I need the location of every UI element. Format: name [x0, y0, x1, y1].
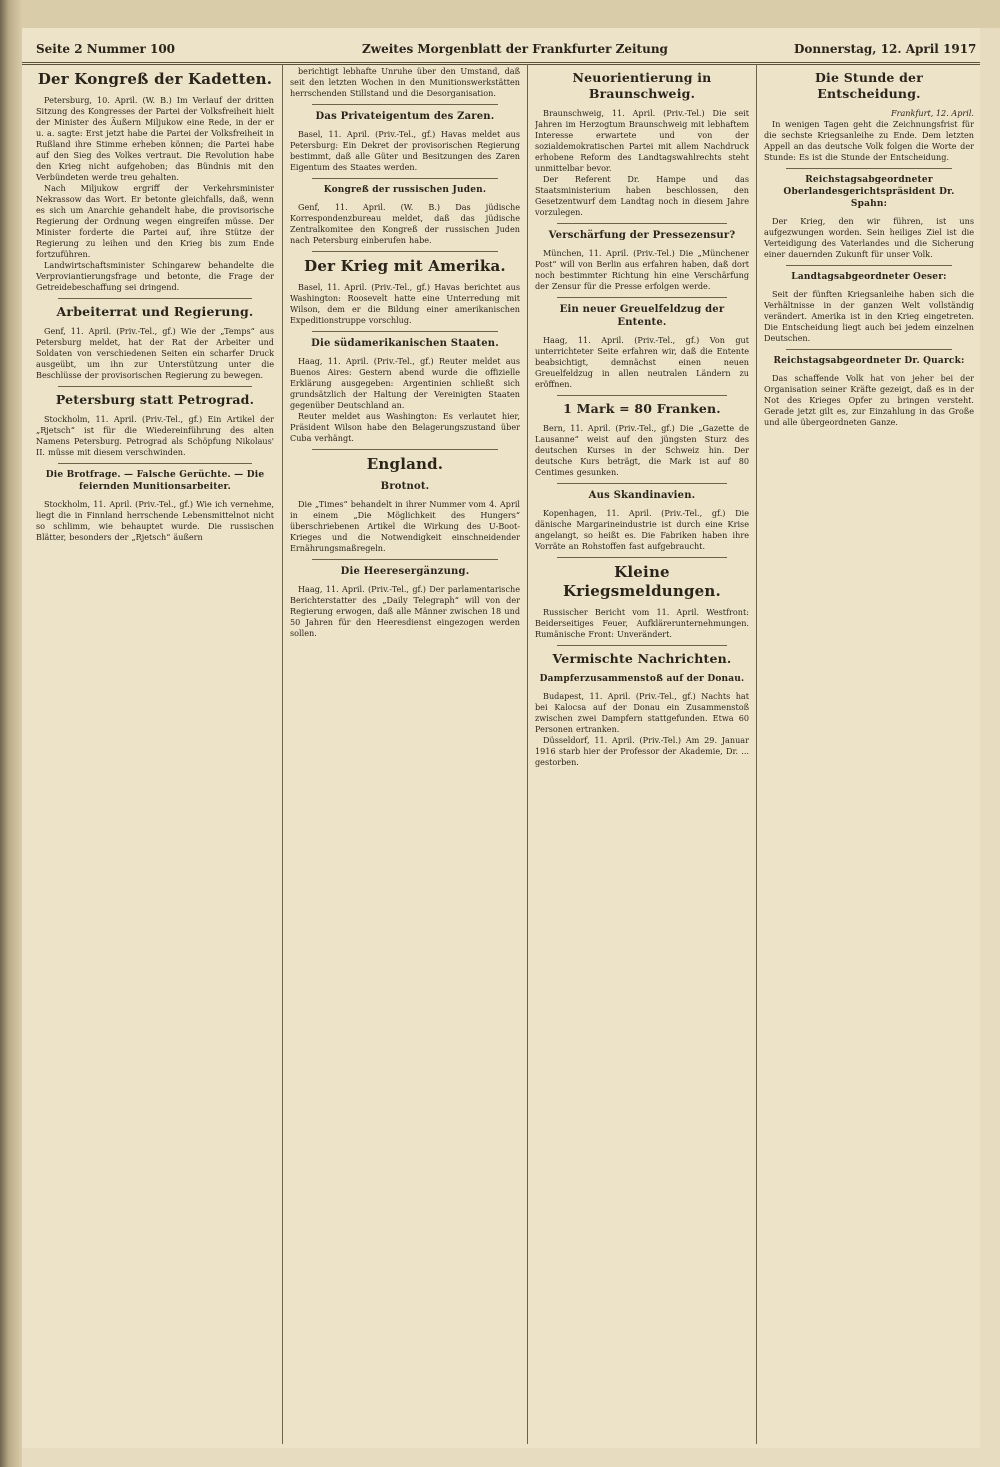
headline-heeresergaenzung: Die Heeresergänzung. [340, 566, 470, 577]
article-paragraph: Genf, 11. April. (Priv.-Tel., gf.) Wie der „Temps“ aus Petersburg meldet, hat der Rat der Arbeiter und Soldaten von verschiedenen Seiten ein scharfer Druck ausgeübt, um ihn zur Unterstützung unter die Beschlüsse der provisorischen Regierung zu bewegen. [36, 326, 274, 380]
headline-juden: Kongreß der russischen Juden. [323, 185, 487, 195]
header-rule-2 [22, 64, 980, 65]
headline-entscheidung: Die Stunde der Entscheidung. [815, 70, 923, 101]
headline-amerika: Der Krieg mit Amerika. [304, 257, 506, 275]
headline-oeser: Landtagsabgeordneter Oeser: [791, 272, 947, 282]
page-header [22, 40, 980, 62]
header-page-number: Seite 2 Nummer 100 [36, 42, 176, 56]
headline-skandinavien: Aus Skandinavien. [588, 490, 696, 501]
subheadline-brotnot: Brotnot. [380, 481, 430, 492]
article-paragraph: Russischer Bericht vom 11. April. Westfront: Beiderseitiges Feuer, Aufklärerunternehmungen. Rumänische Front: Unverändert. [535, 607, 749, 639]
article-paragraph: Düsseldorf, 11. April. (Priv.-Tel.) Am 29. Januar 1916 starb hier der Professor der Akademie, Dr. ... gestorben. [535, 735, 749, 767]
headline-pressezensur: Verschärfung der Pressezensur? [548, 230, 736, 241]
binding-spine [0, 0, 22, 1467]
article-paragraph: Der Referent Dr. Hampe und das Staatsministerium haben beschlossen, den Gesetzentwurf dem Landtag noch in diesem Jahre vorzulegen. [535, 174, 749, 217]
headline-brotfrage: Die Brotfrage. — Falsche Gerüchte. — Die feiernden Munitionsarbeiter. [45, 470, 265, 492]
headline-suedamerika: Die südamerikanischen Staaten. [311, 338, 499, 349]
header-rule [22, 62, 980, 63]
article-paragraph: Budapest, 11. April. (Priv.-Tel., gf.) Nachts hat bei Kalocsa auf der Donau ein Zusammenstoß zwischen zwei Dampfern stattgefunden. Etwa 60 Personen ertranken. [535, 691, 749, 734]
headline-mark-franken: 1 Mark = 80 Franken. [563, 401, 721, 416]
column-2 [290, 66, 520, 1446]
article-paragraph: Seit der fünften Kriegsanleihe haben sich die Verhältnisse in der ganzen Welt vollständig verändert. Amerika ist in den Krieg eingetreten. Die Entscheidung liegt auch bei jedem einzelnen Deutschen. [764, 289, 974, 343]
article-paragraph: Basel, 11. April. (Priv.-Tel., gf.) Havas berichtet aus Washington: Roosevelt hatte eine Unterredung mit Wilson, dem er die Bildung einer amerikanischen Expeditionstruppe vorschlug. [290, 282, 520, 325]
article-paragraph: Braunschweig, 11. April. (Priv.-Tel.) Die seit Jahren im Herzogtum Braunschweig mit lebhaftem Interesse erwartete und von der sozialdemokratischen Partei mit allem Nachdruck erhobene Reform des Landtagswahlrechts steht unmittelbar bevor. [535, 108, 749, 173]
column-3 [535, 66, 749, 1446]
article-paragraph: Haag, 11. April. (Priv.-Tel., gf.) Von gut unterrichteter Seite erfahren wir, daß die Entente beabsichtigt, demnächst einen neuen Greuelfeldzug in allen neutralen Ländern zu eröffnen. [535, 335, 749, 389]
column-1 [36, 66, 274, 1446]
article-paragraph: In wenigen Tagen geht die Zeichnungsfrist für die sechste Kriegsanleihe zu Ende. Dem letzten Appell an das deutsche Volk folgen die Worte der Stunde: Es ist die Stunde der Entscheidung. [764, 119, 974, 162]
article-paragraph: Haag, 11. April. (Priv.-Tel., gf.) Reuter meldet aus Buenos Aires: Gestern abend wurde die offizielle Erklärung ausgegeben: Argentinien schließt sich grundsätzlich der Haltung der Vereinigten Staaten gegenüber Deutschland an. [290, 356, 520, 410]
headline-zar: Das Privateigentum des Zaren. [315, 111, 495, 122]
column-4 [764, 66, 974, 1446]
scan-top-edge [0, 0, 1000, 28]
article-paragraph: Der Krieg, den wir führen, ist uns aufgezwungen worden. Sein heiliges Ziel ist die Verteidigung des Vaterlandes und die Sicherung einer dauernden Zukunft für unser Volk. [764, 216, 974, 259]
article-paragraph: Basel, 11. April. (Priv.-Tel., gf.) Havas meldet aus Petersburg: Ein Dekret der provisorischen Regierung bestimmt, daß alle Güter und Besitzungen des Zaren Eigentum des Staates werden. [290, 129, 520, 172]
article-paragraph: Kopenhagen, 11. April. (Priv.-Tel., gf.) Die dänische Margarineindustrie ist durch eine Krise angelangt, so heißt es. Die Fabriken haben ihre Vorräte an Rohstoffen fast aufgebraucht. [535, 508, 749, 551]
header-date: Donnerstag, 12. April 1917 [794, 42, 977, 56]
article-paragraph: Stockholm, 11. April. (Priv.-Tel., gf.) Wie ich vernehme, liegt die in Finnland herrschende Lebensmittelnot nicht so schlimm, wie behauptet wurde. Die russischen Blätter, besonders der „Rjetsch“ äußern [36, 499, 274, 542]
headline-braunschweig: Neuorientierung in Braunschweig. [572, 70, 712, 101]
column-rule-1 [282, 64, 283, 1444]
article-paragraph: Petersburg, 10. April. (W. B.) Im Verlauf der dritten Sitzung des Kongresses der Partei der Volksfreiheit hielt der Minister des Äußern Miljukow eine Rede, in der er u. a. sagte: Erst jetzt habe die Partei der Volksfreiheit in Rußland ihre Stimme erheben können; die Partei habe auf den Sieg des Volkes vertraut. Die Revolution habe den Krieg nicht aufgehoben; das Bündnis mit den Verbündeten werde treu gehalten. [36, 95, 274, 182]
headline-spahn: Reichstagsabgeordneter Oberlandesgerichtspräsident Dr. Spahn: [783, 175, 955, 209]
article-paragraph: Haag, 11. April. (Priv.-Tel., gf.) Der parlamentarische Berichterstatter des „Daily Telegraph“ will von der Regierung erwogen, daß alle Männer zwischen 18 und 50 Jahren für den Heeresdienst eingezogen werden sollen. [290, 584, 520, 638]
dateline: Frankfurt, 12. April. [891, 108, 974, 118]
article-paragraph: Das schaffende Volk hat von jeher bei der Organisation seiner Kräfte gezeigt, daß es in der Not des Krieges Opfer zu bringen versteht. Gerade jetzt gilt es, zur Einzahlung in das Große und alle übergeordneten Ganze. [764, 373, 974, 427]
headline-petersburg: Petersburg statt Petrograd. [55, 392, 255, 407]
article-paragraph: Stockholm, 11. April. (Priv.-Tel., gf.) Ein Artikel der „Rjetsch“ ist für die Wiedereinführung des alten Namens Petersburg. Petrograd als Schöpfung Nikolaus' II. müsse mit diesem verschwinden. [36, 414, 274, 457]
article-paragraph: München, 11. April. (Priv.-Tel.) Die „Münchener Post“ will von Berlin aus erfahren haben, daß dort noch bestimmter Richtung hin eine Verschärfung der Zensur für die Presse erfolgen werde. [535, 248, 749, 291]
headline-arbeiterrat: Arbeiterrat und Regierung. [56, 304, 254, 319]
subheadline-donau: Dampferzusammenstoß auf der Donau. [539, 674, 745, 684]
article-paragraph: berichtigt lebhafte Unruhe über den Umstand, daß seit den letzten Wochen in den Munitionswerkstätten herrschenden Stillstand und die Desorganisation. [290, 66, 520, 98]
headline-vermischtes: Vermischte Nachrichten. [552, 651, 732, 666]
headline-quarck: Reichstagsabgeordneter Dr. Quarck: [773, 356, 965, 366]
article-paragraph: Nach Miljukow ergriff der Verkehrsminister Nekrassow das Wort. Er betonte gleichfalls, daß, wenn es sich um Anarchie gehandelt habe, die provisorische Regierung der Ordnung wegen eingreifen müsse. Der Minister forderte die Partei auf, ihre Stütze der Regierung zu leihen und den Krieg bis zum Ende fortzuführen. [36, 183, 274, 259]
header-masthead: Zweites Morgenblatt der Frankfurter Zeitung [362, 42, 668, 56]
column-rule-3 [756, 64, 757, 1444]
headline-kriegsmeldungen: Kleine Kriegsmeldungen. [563, 563, 721, 600]
headline-kadetten: Der Kongreß der Kadetten. [37, 70, 273, 88]
article-paragraph: Bern, 11. April. (Priv.-Tel., gf.) Die „Gazette de Lausanne“ weist auf den jüngsten Sturz des deutschen Kurses in der Schweiz hin. Der deutsche Kurs beträgt, die Mark ist auf 80 Centimes gesunken. [535, 423, 749, 477]
article-paragraph: Genf, 11. April. (W. B.) Das jüdische Korrespondenzbureau meldet, daß das jüdische Zentralkomitee den Kongreß der russischen Juden nach Petersburg einberufen habe. [290, 202, 520, 245]
article-paragraph: Die „Times“ behandelt in ihrer Nummer vom 4. April in einem „Die Möglichkeit des Hungers“ überschriebenen Artikel die Wirkung des U-Boot-Krieges und die Notwendigkeit einschneidender Ernährungsmaßregeln. [290, 499, 520, 553]
article-paragraph: Landwirtschaftsminister Schingarew behandelte die Verproviantierungsfrage und betonte, die Frage der Getreidebeschaffung sei dringend. [36, 260, 274, 292]
article-paragraph: Reuter meldet aus Washington: Es verlautet hier, Präsident Wilson habe den Belagerungszustand über Cuba verhängt. [290, 411, 520, 443]
column-rule-2 [527, 64, 528, 1444]
headline-greuelfeldzug: Ein neuer Greuelfeldzug der Entente. [559, 304, 725, 328]
headline-england: England. [366, 455, 444, 473]
